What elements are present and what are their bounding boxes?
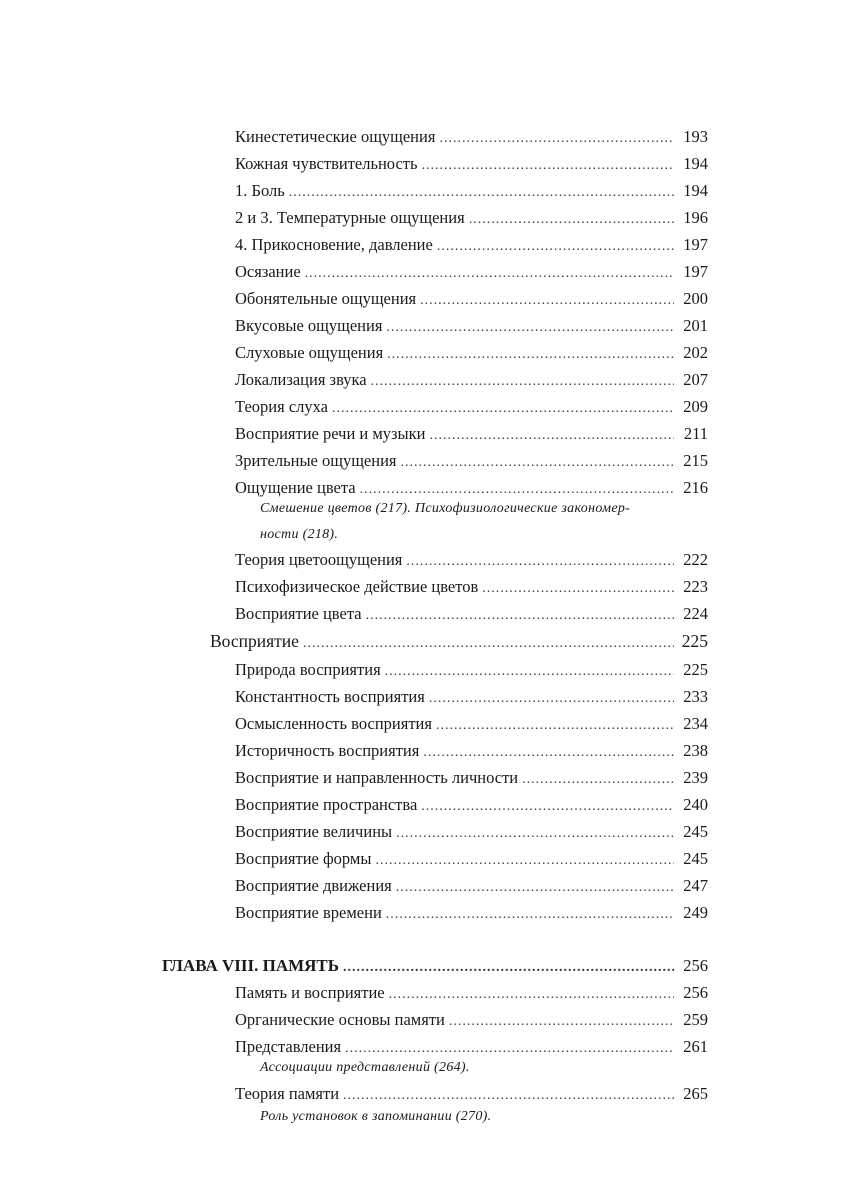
toc-entry: [235, 397, 708, 419]
toc-entry: [235, 876, 708, 898]
entry-title: Осмысленность восприятия: [235, 714, 432, 733]
toc-entry: [235, 1084, 708, 1106]
entry-page: 193: [683, 127, 708, 146]
chapter-title: ГЛАВА VIII. ПАМЯТЬ: [162, 956, 340, 975]
note-line: Роль установок в запоминании (270).: [260, 1109, 492, 1124]
subtopics-note: [260, 496, 690, 548]
dot-leader: [343, 1086, 674, 1106]
entry-page: 194: [683, 181, 708, 200]
entry-page: 200: [683, 289, 708, 308]
toc-entry: [235, 1010, 708, 1032]
dot-leader: [371, 372, 674, 392]
entry-title: Зрительные ощущения: [235, 451, 397, 470]
entry-title: Локализация звука: [235, 370, 367, 389]
toc-entry: [235, 577, 708, 599]
toc-entry: [235, 822, 708, 844]
dot-leader: [482, 579, 674, 599]
toc-entry: [235, 208, 708, 230]
toc-entry: [235, 127, 708, 149]
entry-title: Восприятие величины: [235, 822, 393, 841]
entry-page: 261: [683, 1037, 708, 1056]
entry-page: 224: [683, 604, 708, 623]
entry-title: Кинестетические ощущения: [235, 127, 436, 146]
subtopics-note: [260, 1055, 690, 1081]
entry-title: 2 и 3. Температурные ощущения: [235, 208, 465, 227]
toc-entry: [235, 768, 708, 790]
toc-entry: [235, 687, 708, 709]
note-line: ности (218).: [260, 527, 339, 542]
toc-entry: [235, 424, 708, 446]
entry-title: Восприятие времени: [235, 903, 382, 922]
toc-entry: [235, 235, 708, 257]
dot-leader: [420, 291, 674, 311]
entry-title: Восприятие движения: [235, 876, 392, 895]
entry-title: Представления: [235, 1037, 342, 1056]
toc-entry: [235, 903, 708, 925]
entry-title: Теория цветоощущения: [235, 550, 403, 569]
subtopics-note: [260, 1104, 690, 1130]
entry-page: 223: [683, 577, 708, 596]
dot-leader: [305, 264, 674, 284]
entry-page: 249: [683, 903, 708, 922]
toc-entry: [235, 660, 708, 682]
dot-leader: [401, 453, 675, 473]
entry-page: 233: [683, 687, 708, 706]
toc-section-heading: [210, 631, 708, 654]
dot-leader: [386, 318, 674, 338]
entry-page: 209: [683, 397, 708, 416]
dot-leader: [289, 183, 674, 203]
entry-page: 256: [683, 956, 708, 975]
dot-leader: [375, 851, 674, 871]
toc-entry: [235, 849, 708, 871]
entry-title: Восприятие цвета: [235, 604, 362, 623]
entry-title: Восприятие формы: [235, 849, 372, 868]
dot-leader: [421, 797, 674, 817]
entry-page: 201: [683, 316, 708, 335]
dot-leader: [387, 345, 674, 365]
entry-page: 245: [683, 822, 708, 841]
toc-entry: [235, 262, 708, 284]
entry-page: 207: [683, 370, 708, 389]
dot-leader: [430, 426, 675, 446]
toc-entry: [235, 316, 708, 338]
dot-leader: [303, 634, 674, 654]
toc-entry: [235, 289, 708, 311]
toc-entry: [235, 550, 708, 572]
dot-leader: [389, 985, 674, 1005]
entry-title: Теория слуха: [235, 397, 328, 416]
dot-leader: [396, 878, 674, 898]
entry-page: 202: [683, 343, 708, 362]
entry-title: Ощущение цвета: [235, 478, 356, 497]
entry-page: 238: [683, 741, 708, 760]
entry-page: 211: [683, 424, 708, 443]
entry-title: Психофизическое действие цветов: [235, 577, 479, 596]
dot-leader: [386, 905, 674, 925]
entry-title: Теория памяти: [235, 1084, 340, 1103]
note-line: Смешение цветов (217). Психофизиологические закономер-: [260, 501, 631, 516]
entry-page: 196: [683, 208, 708, 227]
entry-page: 240: [683, 795, 708, 814]
entry-page: 225: [683, 660, 708, 679]
entry-title: Кожная чувствительность: [235, 154, 418, 173]
note-line: Ассоциации представлений (264).: [260, 1060, 470, 1075]
entry-page: 197: [683, 262, 708, 281]
entry-page: 222: [683, 550, 708, 569]
toc-entry: [235, 370, 708, 392]
entry-page: 216: [683, 478, 708, 497]
dot-leader: [343, 958, 674, 978]
dot-leader: [396, 824, 674, 844]
entry-page: 265: [683, 1084, 708, 1103]
toc-entry: [235, 154, 708, 176]
dot-leader: [406, 552, 674, 572]
toc-entry: [235, 795, 708, 817]
entry-page: 245: [683, 849, 708, 868]
dot-leader: [332, 399, 674, 419]
entry-title: 4. Прикосновение, давление: [235, 235, 433, 254]
entry-title: Константность восприятия: [235, 687, 425, 706]
toc-chapter-heading: [162, 956, 708, 978]
dot-leader: [423, 743, 674, 763]
dot-leader: [437, 237, 674, 257]
entry-page: 215: [683, 451, 708, 470]
entry-page: 225: [681, 631, 708, 651]
toc-entry: [235, 741, 708, 763]
entry-page: 239: [683, 768, 708, 787]
entry-page: 234: [683, 714, 708, 733]
entry-title: Осязание: [235, 262, 301, 281]
toc-entry: [235, 983, 708, 1005]
toc-entry: [235, 604, 708, 626]
dot-leader: [422, 156, 674, 176]
entry-page: 256: [683, 983, 708, 1002]
toc-entry: [235, 181, 708, 203]
dot-leader: [436, 716, 674, 736]
entry-page: 194: [683, 154, 708, 173]
entry-title: Восприятие речи и музыки: [235, 424, 426, 443]
toc-entry: [235, 714, 708, 736]
dot-leader: [385, 662, 674, 682]
dot-leader: [469, 210, 674, 230]
entry-page: 247: [683, 876, 708, 895]
toc-entry: [235, 451, 708, 473]
entry-title: 1. Боль: [235, 181, 285, 200]
entry-title: Вкусовые ощущения: [235, 316, 383, 335]
entry-page: 197: [683, 235, 708, 254]
dot-leader: [439, 129, 674, 149]
toc-entry: [235, 343, 708, 365]
entry-title: Слуховые ощущения: [235, 343, 384, 362]
entry-title: Природа восприятия: [235, 660, 381, 679]
entry-title: Восприятие и направленность личности: [235, 768, 519, 787]
dot-leader: [522, 770, 674, 790]
entry-title: Органические основы памяти: [235, 1010, 445, 1029]
entry-title: Память и восприятие: [235, 983, 385, 1002]
entry-title: Восприятие: [210, 631, 299, 651]
dot-leader: [366, 606, 674, 626]
entry-title: Обонятельные ощущения: [235, 289, 417, 308]
entry-title: Историчность восприятия: [235, 741, 420, 760]
dot-leader: [429, 689, 674, 709]
entry-page: 259: [683, 1010, 708, 1029]
dot-leader: [449, 1012, 674, 1032]
entry-title: Восприятие пространства: [235, 795, 418, 814]
